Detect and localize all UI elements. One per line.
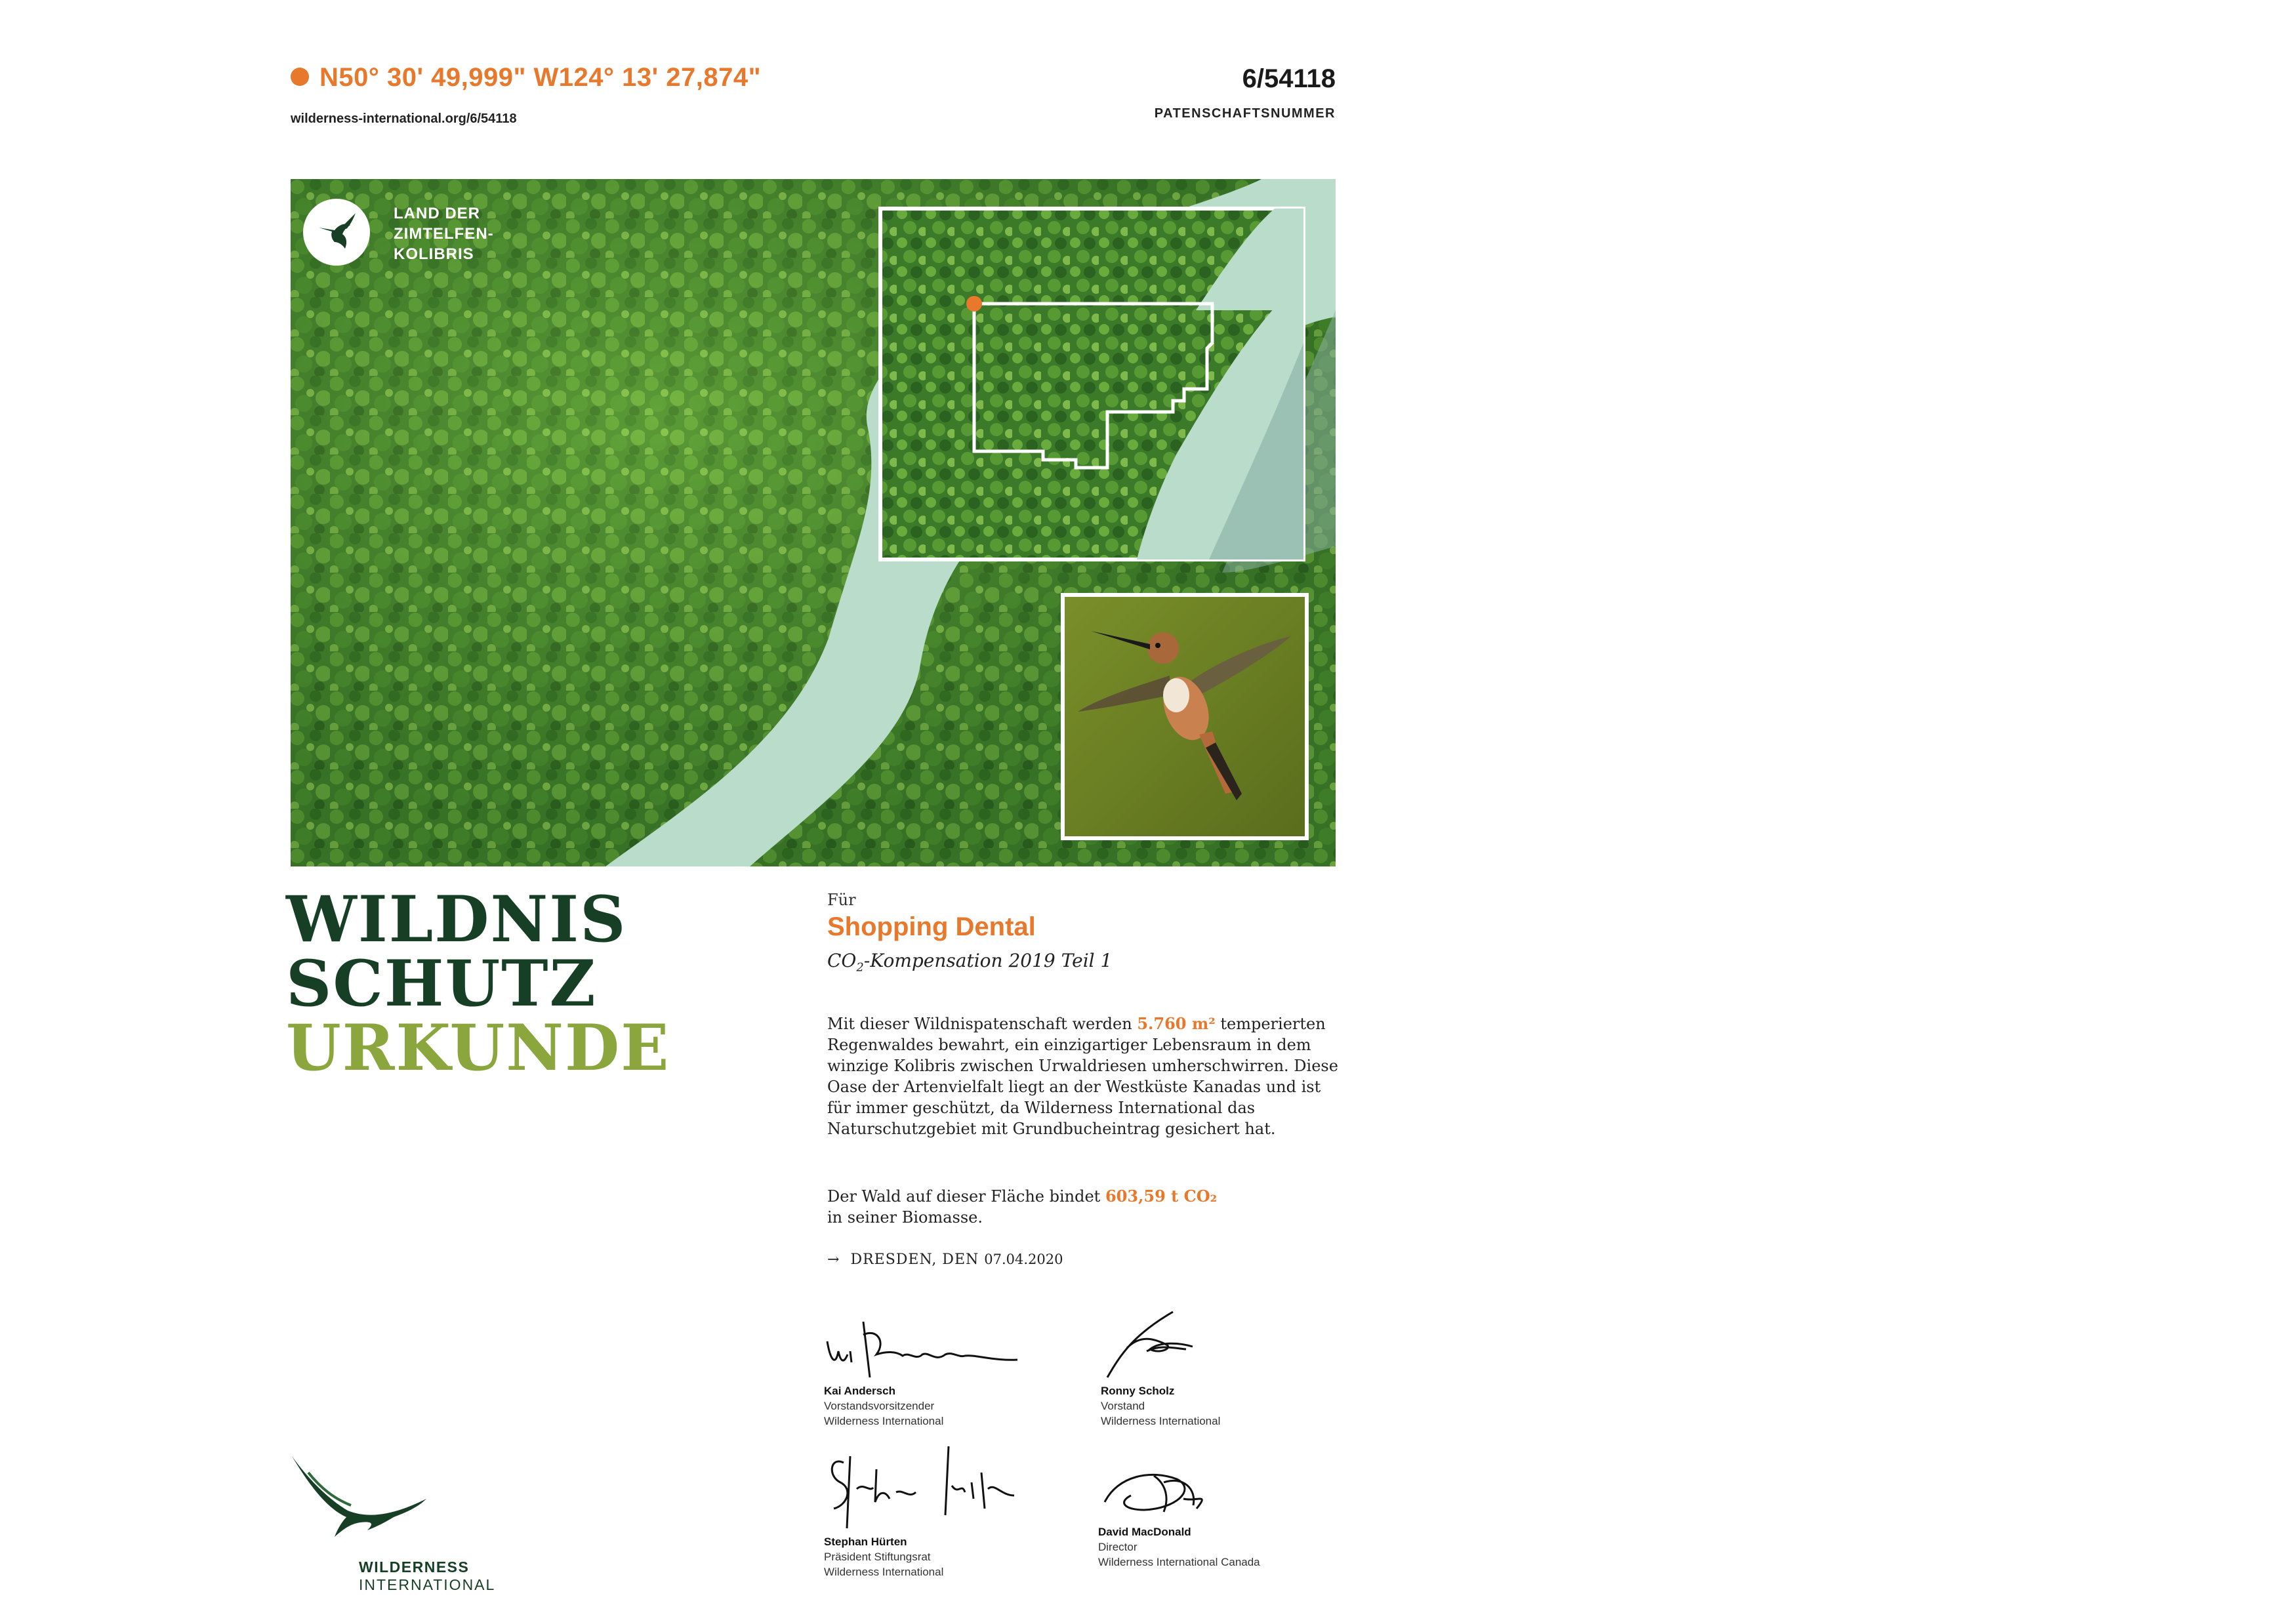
location-dot-icon (291, 68, 309, 86)
signature-block (824, 1315, 1021, 1429)
coordinates-text: N50° 30' 49,999" W124° 13' 27,874" (319, 63, 762, 92)
signature-block (824, 1443, 1034, 1579)
co2-text: Der Wald auf dieser Fläche bindet (827, 1187, 1105, 1206)
region-label (394, 203, 558, 264)
region-label-line: LAND DER (394, 205, 480, 222)
certificate-number: 6/54118 (1242, 64, 1336, 93)
hummingbird-icon (312, 208, 361, 256)
signer-org: Wilderness International Canada (1098, 1556, 1260, 1568)
signature-block (1098, 1463, 1260, 1570)
signer-org: Wilderness International (824, 1415, 944, 1427)
logo-wordmark: WILDERNESS (359, 1558, 470, 1576)
signature-image (1098, 1463, 1229, 1522)
signer-name: David MacDonald (1098, 1526, 1191, 1538)
plot-marker (966, 296, 982, 312)
description-text: temperierten Regenwaldes bewahrt, ein einzigartiger Lebensraum in dem winzige Kolibris zwischen Urwaldriesen umherschwirren. Diese Oase der Artenvielfalt liegt an der Westküste Kanadas und ist für immer geschützt, da Wilderness International das Naturschutzgebiet mit Grundbucheintrag gesichert hat. (827, 1015, 1338, 1138)
eagle-logo-icon (289, 1453, 433, 1538)
date-value: 07.04.2020 (984, 1251, 1063, 1267)
area-value: 5.760 m² (1137, 1014, 1216, 1033)
description-text: Mit dieser Wildnispatenschaft werden (827, 1015, 1138, 1033)
place-date (827, 1251, 1063, 1268)
signer-name: Stephan Hürten (824, 1536, 907, 1548)
arrow-icon: → (827, 1251, 840, 1268)
signature-image (824, 1315, 1021, 1381)
purpose-suffix: -Kompensation 2019 Teil 1 (863, 950, 1113, 971)
hummingbird-photo (1061, 593, 1309, 840)
signer-org: Wilderness International (1101, 1415, 1221, 1427)
purpose (827, 950, 1112, 975)
for-label: Für (827, 891, 856, 909)
title-line-urkunde: URKUNDE (286, 1011, 670, 1085)
purpose-prefix: CO (827, 950, 857, 971)
place-label: DRESDEN, DEN (850, 1251, 979, 1268)
region-label-line: KOLIBRIS (394, 245, 474, 263)
signature-image (824, 1443, 1034, 1532)
signer-role: Präsident Stiftungsrat (824, 1551, 931, 1563)
description-paragraph (827, 1013, 1339, 1139)
logo-subtitle: INTERNATIONAL (359, 1576, 496, 1593)
title-line-wildnis: WILDNIS (286, 882, 627, 956)
coordinates (291, 63, 761, 92)
signer-name: Ronny Scholz (1101, 1385, 1175, 1397)
co2-text: in seiner Biomasse. (827, 1208, 983, 1227)
signer-role: Vorstand (1101, 1400, 1145, 1412)
co2-value: 603,59 t CO₂ (1105, 1187, 1218, 1206)
signature-block (1101, 1309, 1232, 1429)
certificate-number-label: PATENSCHAFTSNUMMER (1154, 106, 1336, 121)
co2-paragraph (827, 1186, 1339, 1228)
purpose-subscript: 2 (856, 960, 864, 975)
signer-role: Director (1098, 1541, 1138, 1553)
signer-name: Kai Andersch (824, 1385, 895, 1397)
signer-role: Vorstandsvorsitzender (824, 1400, 935, 1412)
title-line-schutz: SCHUTZ (286, 946, 597, 1021)
region-label-line: ZIMTELFEN- (394, 225, 494, 243)
signature-image (1101, 1309, 1232, 1381)
signer-org: Wilderness International (824, 1566, 944, 1578)
recipient-name: Shopping Dental (827, 912, 1036, 941)
certificate-url[interactable]: wilderness-international.org/6/54118 (291, 112, 517, 126)
